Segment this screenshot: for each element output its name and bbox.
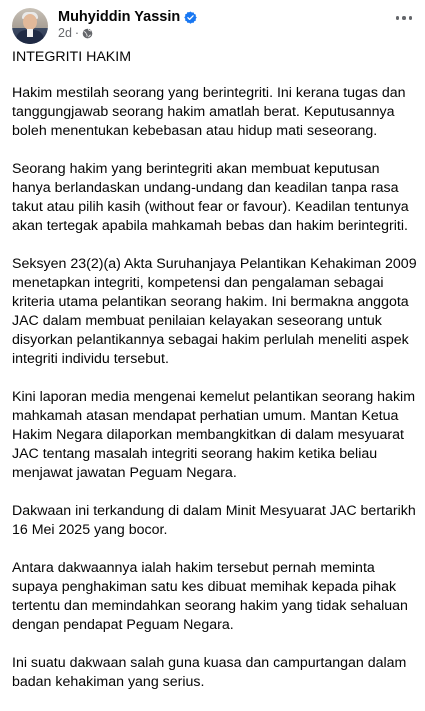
post-meta bbox=[58, 8, 197, 40]
post-body bbox=[12, 48, 417, 711]
post-subline bbox=[58, 26, 197, 40]
separator-dot: · bbox=[74, 26, 80, 40]
post-paragraph: Seksyen 23(2)(a) Akta Suruhanjaya Pelantikan Kehakiman 2009 menetapkan integriti, kompetensi dan pengalaman sebagai kriteria utama pelantikan seorang hakim. Ini bermakna anggota JAC dalam membuat penilaian kelayakan seseorang untuk disyorkan pelantikannya sebagai hakim perlulah meneliti aspek integriti individu tersebut. bbox=[12, 256, 417, 367]
post-paragraph: Dakwaan ini terkandung di dalam Minit Mesyuarat JAC bertarikh 16 Mei 2025 yang bocor. bbox=[12, 503, 416, 538]
post-paragraph: Ini suatu dakwaan salah guna kuasa dan campurtangan dalam badan kehakiman yang serius. bbox=[12, 655, 407, 690]
author-row bbox=[58, 9, 197, 25]
post-header bbox=[12, 8, 415, 48]
post-paragraph: Hakim mestilah seorang yang berintegriti. Ini kerana tugas dan tanggungjawab seorang hakim amatlah berat. Keputusannya boleh menentukan kebebasan atau hidup mati seseorang. bbox=[12, 85, 406, 139]
globe-icon[interactable] bbox=[82, 28, 93, 39]
author-name[interactable]: Muhyiddin Yassin bbox=[58, 9, 181, 25]
post-title: INTEGRITI HAKIM bbox=[12, 49, 132, 65]
post-paragraph: Seorang hakim yang berintegriti akan membuat keputusan hanya berlandaskan undang-undang dan keadilan tanpa rasa takut atau pilih kasih (without fear or favour). Keadilan tentunya akan tertegak apabila mahkamah bebas dan hakim berintegriti. bbox=[12, 161, 409, 234]
more-options-icon[interactable] bbox=[393, 10, 415, 26]
post-time[interactable]: 2d bbox=[58, 26, 72, 40]
avatar[interactable] bbox=[12, 8, 48, 44]
post-paragraph: Kini laporan media mengenai kemelut pelantikan seorang hakim mahkamah atasan mendapat perhatian umum. Mantan Ketua Hakim Negara dilaporkan membangkitkan di dalam mesyuarat JAC tentang masalah integriti seorang hakim ketika beliau menjawat jawatan Peguam Negara. bbox=[12, 389, 416, 481]
verified-badge-icon bbox=[184, 11, 197, 24]
post-paragraph: Antara dakwaannya ialah hakim tersebut pernah meminta supaya penghakiman satu kes dibuat memihak kepada pihak tertentu dan memindahkan seorang hakim yang tidak sehaluan dengan pendapat Peguam Negara. bbox=[12, 560, 408, 633]
